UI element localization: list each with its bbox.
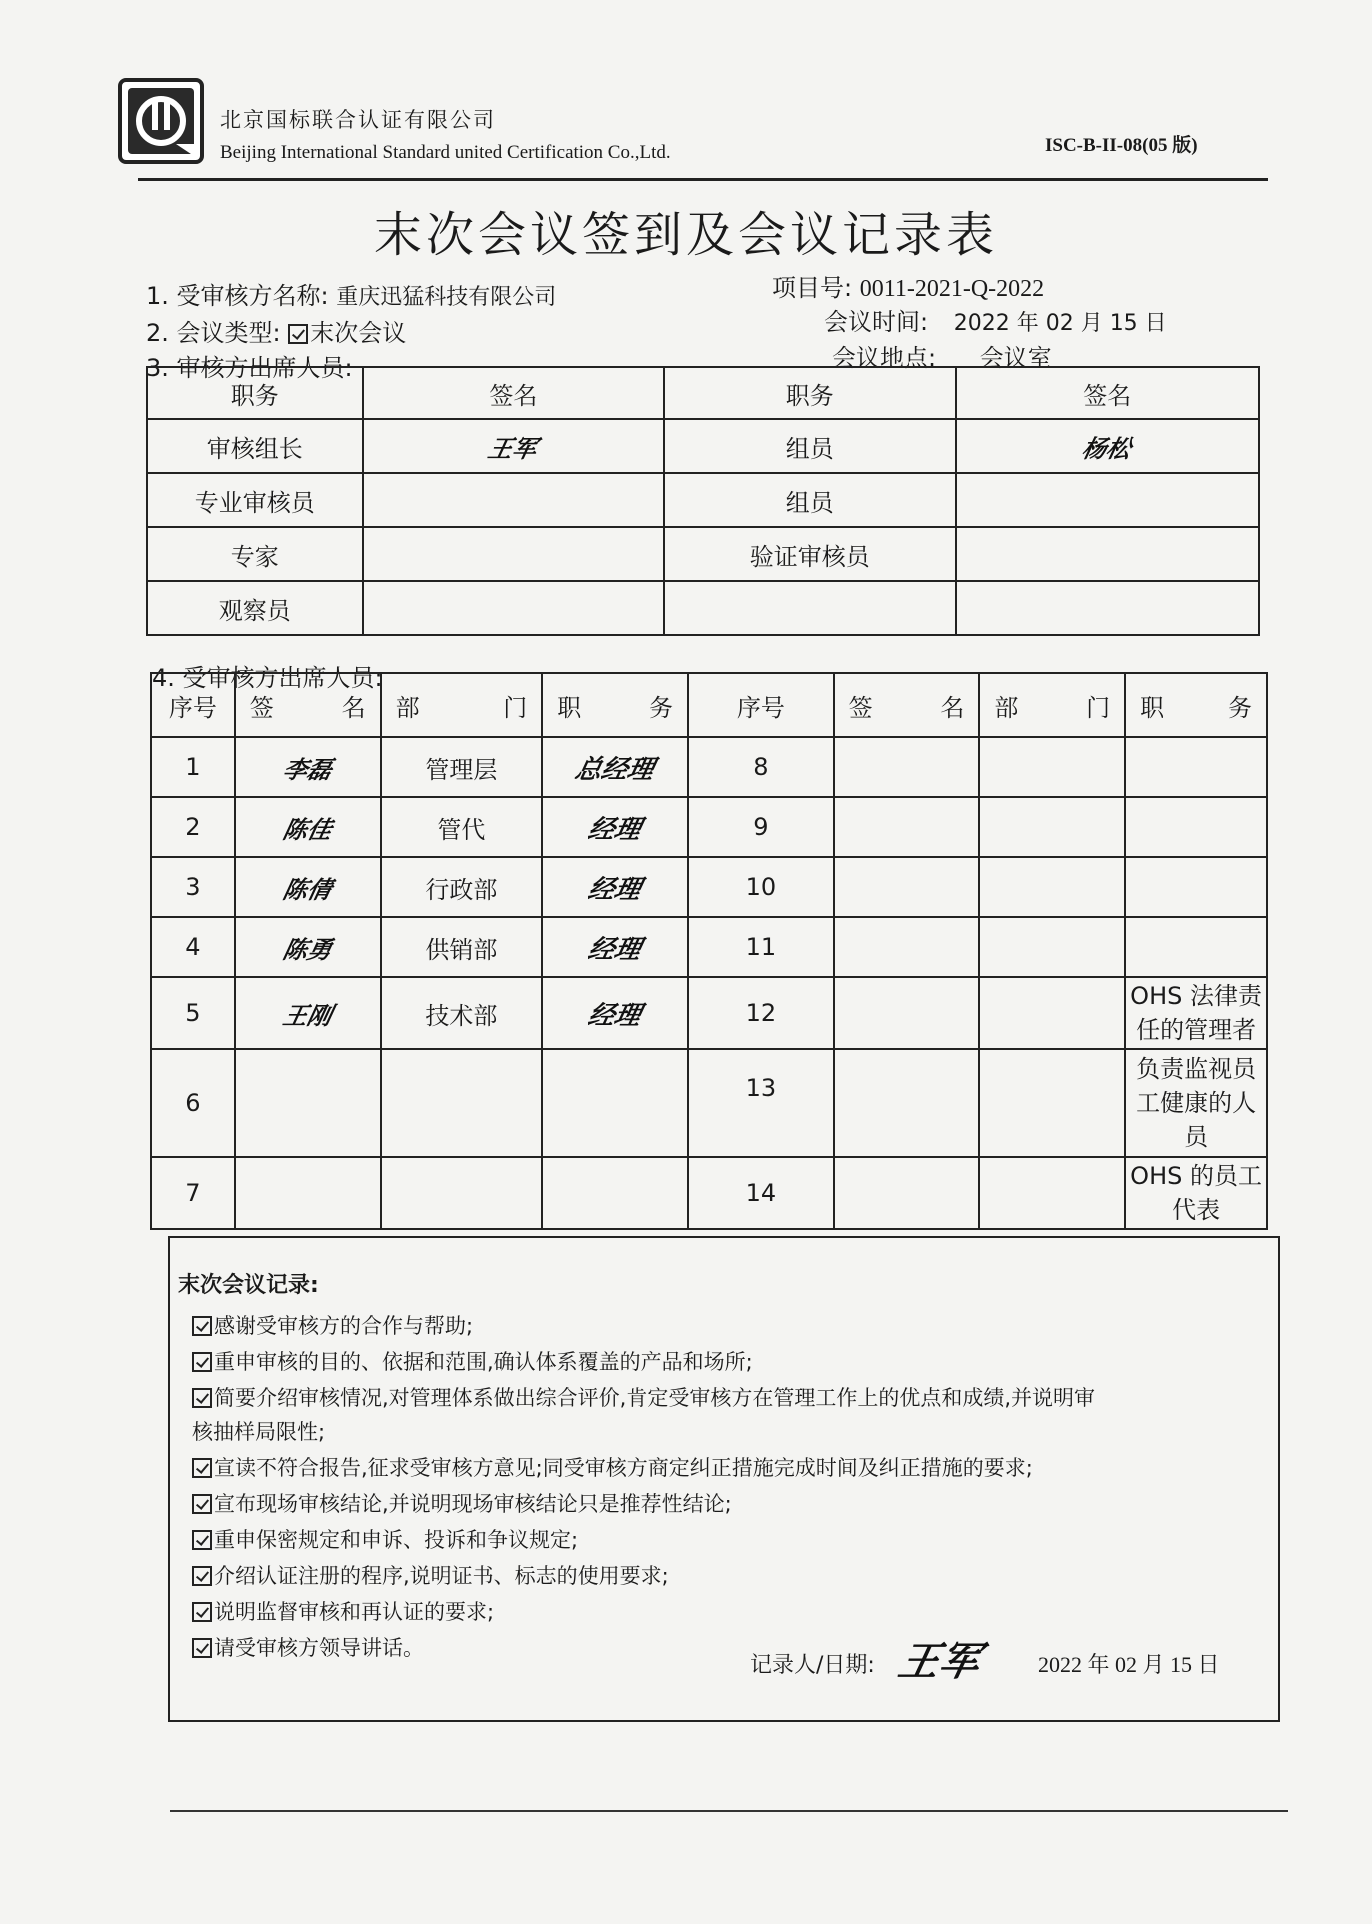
header-seq: 序号 <box>151 673 235 737</box>
record-item-text: 重申审核的目的、依据和范围,确认体系覆盖的产品和场所; <box>214 1350 753 1374</box>
record-item <box>192 1524 578 1554</box>
department-cell[interactable] <box>979 977 1125 1049</box>
seq-cell: 8 <box>688 737 834 797</box>
role-cell: 专家 <box>147 527 363 581</box>
header-divider <box>138 178 1268 181</box>
handwritten-signature: 杨松 <box>1079 433 1134 463</box>
role-cell: 观察员 <box>147 581 363 635</box>
meeting-record-box <box>168 1236 1280 1722</box>
meeting-record-title: 末次会议记录: <box>178 1273 319 1298</box>
position-cell[interactable] <box>542 737 688 797</box>
position-cell: OHS 的员工代表 <box>1125 1157 1267 1229</box>
department-cell <box>381 1049 543 1157</box>
seq-cell: 13 <box>688 1049 834 1157</box>
header-role: 职务 <box>664 367 955 419</box>
signature-cell[interactable] <box>235 797 381 857</box>
department-cell[interactable] <box>979 797 1125 857</box>
table-row <box>147 419 1259 473</box>
signature-cell[interactable] <box>956 527 1259 581</box>
record-item-text: 宣读不符合报告,征求受审核方意见;同受审核方商定纠正措施完成时间及纠正措施的要求; <box>214 1456 1033 1480</box>
header-role: 职务 <box>147 367 363 419</box>
auditee-table-header <box>151 673 1267 737</box>
company-name-cn: 北京国标联合认证有限公司 <box>220 108 496 132</box>
role-cell: 审核组长 <box>147 419 363 473</box>
position-cell <box>542 1157 688 1229</box>
auditee-table <box>150 672 1268 1230</box>
header-signature: 签名 <box>956 367 1259 419</box>
signature-cell[interactable] <box>834 977 980 1049</box>
meeting-place-value: 会议室 <box>979 344 1052 372</box>
handwritten-position: 经理 <box>585 814 644 845</box>
signature-cell[interactable] <box>956 419 1259 473</box>
position-cell: OHS 法律责任的管理者 <box>1125 977 1267 1049</box>
table-row <box>151 1157 1267 1229</box>
signature-cell[interactable] <box>363 581 664 635</box>
table-row <box>147 527 1259 581</box>
handwritten-signature: 王刚 <box>280 1000 335 1030</box>
signature-cell[interactable] <box>363 473 664 527</box>
signature-cell[interactable] <box>235 737 381 797</box>
record-item <box>192 1452 1033 1482</box>
position-cell[interactable] <box>542 857 688 917</box>
company-name-en: Beijing International Standard united Certification Co.,Ltd. <box>220 142 671 163</box>
meeting-place-label: 会议地点: <box>832 344 937 372</box>
header-signature <box>235 673 381 737</box>
table-row <box>151 917 1267 977</box>
auditor-attendees-label: 3. 审核方出席人员: <box>146 354 353 382</box>
role-cell: 组员 <box>664 473 955 527</box>
department-cell: 管代 <box>381 797 543 857</box>
signature-cell[interactable] <box>363 527 664 581</box>
record-checkbox[interactable] <box>192 1638 212 1658</box>
signature-cell[interactable] <box>834 857 980 917</box>
auditor-table <box>146 366 1260 636</box>
handwritten-signature: 陈佳 <box>280 814 335 844</box>
auditee-name-label: 1. 受审核方名称: <box>146 282 329 310</box>
position-cell <box>1125 797 1267 857</box>
seq-cell: 6 <box>151 1049 235 1157</box>
record-item-text: 宣布现场审核结论,并说明现场审核结论只是推荐性结论; <box>214 1492 732 1516</box>
signature-cell[interactable] <box>363 419 664 473</box>
auditee-attendees-label: 4. 受审核方出席人员: <box>152 664 383 692</box>
table-row <box>151 737 1267 797</box>
handwritten-signature: 陈倩 <box>280 874 335 904</box>
signature-cell[interactable] <box>834 917 980 977</box>
record-checkbox[interactable] <box>192 1494 212 1514</box>
record-item-text: 介绍认证注册的程序,说明证书、标志的使用要求; <box>214 1564 669 1588</box>
handwritten-signature: 陈勇 <box>280 934 335 964</box>
footer-divider <box>170 1810 1288 1812</box>
recorder-date: 2022 年 02 月 15 日 <box>1038 1652 1220 1677</box>
role-cell <box>664 581 955 635</box>
auditee-name-value: 重庆迅猛科技有限公司 <box>336 285 557 310</box>
handwritten-signature: 李磊 <box>280 754 335 784</box>
project-number-value: 0011-2021-Q-2022 <box>859 276 1045 302</box>
recorder-signature[interactable] <box>894 1630 985 1687</box>
meeting-type-label: 2. 会议类型: <box>146 319 281 347</box>
header-signature-text: 签 名 <box>249 693 366 722</box>
signature-cell[interactable] <box>235 977 381 1049</box>
handwritten-position: 经理 <box>585 874 644 905</box>
seq-cell: 10 <box>688 857 834 917</box>
table-row <box>151 1049 1267 1157</box>
position-cell[interactable] <box>542 977 688 1049</box>
record-item-text: 简要介绍审核情况,对管理体系做出综合评价,肯定受审核方在管理工作上的优点和成绩,并说明审 <box>214 1386 1096 1410</box>
header-signature: 签名 <box>363 367 664 419</box>
meeting-type-row <box>146 313 406 348</box>
record-item-text: 重申保密规定和申诉、投诉和争议规定; <box>214 1528 579 1552</box>
department-cell: 管理层 <box>381 737 543 797</box>
header-department <box>979 673 1125 737</box>
role-cell: 验证审核员 <box>664 527 955 581</box>
signature-cell[interactable] <box>235 917 381 977</box>
role-cell: 专业审核员 <box>147 473 363 527</box>
seq-cell: 9 <box>688 797 834 857</box>
record-checkbox[interactable] <box>192 1458 212 1478</box>
record-item <box>192 1382 1095 1412</box>
department-cell: 技术部 <box>381 977 543 1049</box>
record-item <box>192 1560 669 1590</box>
company-logo <box>118 78 204 164</box>
seq-cell: 7 <box>151 1157 235 1229</box>
header-department <box>381 673 543 737</box>
handwritten-position: 经理 <box>585 1000 644 1031</box>
position-cell[interactable] <box>542 917 688 977</box>
project-number-label: 项目号: <box>772 274 853 302</box>
department-cell: 供销部 <box>381 917 543 977</box>
record-checkbox[interactable] <box>192 1602 212 1622</box>
record-checkbox[interactable] <box>192 1316 212 1336</box>
seq-cell: 3 <box>151 857 235 917</box>
header-position-text: 职 务 <box>1140 693 1252 722</box>
header-position <box>1125 673 1267 737</box>
header-position-text: 职 务 <box>557 693 674 722</box>
header-department-text: 部 门 <box>395 693 528 722</box>
position-cell <box>542 1049 688 1157</box>
table-row <box>151 797 1267 857</box>
header-signature <box>834 673 980 737</box>
meeting-time-row <box>824 302 1167 337</box>
header-department-text: 部 门 <box>994 693 1111 722</box>
record-checkbox[interactable] <box>192 1530 212 1550</box>
meeting-time-label: 会议时间: <box>824 308 929 336</box>
department-cell[interactable] <box>979 737 1125 797</box>
position-cell <box>1125 737 1267 797</box>
record-checkbox[interactable] <box>192 1352 212 1372</box>
department-cell <box>381 1157 543 1229</box>
seq-cell: 1 <box>151 737 235 797</box>
page-title: 末次会议签到及会议记录表 <box>373 207 998 263</box>
table-row <box>147 581 1259 635</box>
header-position <box>542 673 688 737</box>
signature-cell[interactable] <box>834 1049 980 1157</box>
signature-cell[interactable] <box>956 473 1259 527</box>
document-code: ISC-B-II-08(05 版) <box>1045 135 1198 156</box>
signature-cell[interactable] <box>834 797 980 857</box>
handwritten-position: 总经理 <box>572 754 657 785</box>
department-cell[interactable] <box>979 857 1125 917</box>
record-item-text: 感谢受审核方的合作与帮助; <box>214 1314 474 1338</box>
position-cell: 负责监视员工健康的人员 <box>1125 1049 1267 1157</box>
seq-cell: 11 <box>688 917 834 977</box>
seq-cell: 2 <box>151 797 235 857</box>
signature-cell[interactable] <box>235 1157 381 1229</box>
position-cell <box>1125 857 1267 917</box>
signature-cell[interactable] <box>834 1157 980 1229</box>
position-cell <box>1125 917 1267 977</box>
table-row <box>147 473 1259 527</box>
department-cell: 行政部 <box>381 857 543 917</box>
signature-cell[interactable] <box>235 857 381 917</box>
record-checkbox[interactable] <box>192 1388 212 1408</box>
record-item <box>192 1346 753 1376</box>
meeting-time-value: 2022 年 02 月 15 日 <box>953 311 1167 336</box>
seq-cell: 12 <box>688 977 834 1049</box>
record-item <box>192 1596 494 1626</box>
department-cell[interactable] <box>979 1049 1125 1157</box>
table-row <box>151 977 1267 1049</box>
auditee-name-row <box>146 276 556 311</box>
table-row <box>151 857 1267 917</box>
record-item-text: 请受审核方领导讲话。 <box>214 1636 424 1660</box>
signature-cell[interactable] <box>956 581 1259 635</box>
handwritten-signature: 王军 <box>485 433 540 463</box>
record-item <box>192 1488 732 1518</box>
record-item-continuation: 核抽样局限性; <box>192 1420 326 1444</box>
record-checkbox[interactable] <box>192 1566 212 1586</box>
record-item-text: 说明监督审核和再认证的要求; <box>214 1600 495 1624</box>
recorder-label: 记录人/日期: <box>750 1653 875 1678</box>
signature-cell[interactable] <box>834 737 980 797</box>
department-cell[interactable] <box>979 1157 1125 1229</box>
handwritten-position: 经理 <box>585 934 644 965</box>
seq-cell: 14 <box>688 1157 834 1229</box>
project-number-row <box>772 268 1044 303</box>
record-item <box>192 1310 473 1340</box>
header-signature-text: 签 名 <box>848 693 965 722</box>
header-seq: 序号 <box>688 673 834 737</box>
department-cell[interactable] <box>979 917 1125 977</box>
role-cell: 组员 <box>664 419 955 473</box>
seq-cell: 5 <box>151 977 235 1049</box>
handwritten-signature: 王军 <box>894 1638 985 1685</box>
meeting-type-checkbox[interactable] <box>288 324 308 344</box>
signature-cell[interactable] <box>235 1049 381 1157</box>
auditor-table-header <box>147 367 1259 419</box>
record-item <box>192 1632 424 1662</box>
position-cell[interactable] <box>542 797 688 857</box>
meeting-type-value: 末次会议 <box>310 319 407 347</box>
seq-cell: 4 <box>151 917 235 977</box>
